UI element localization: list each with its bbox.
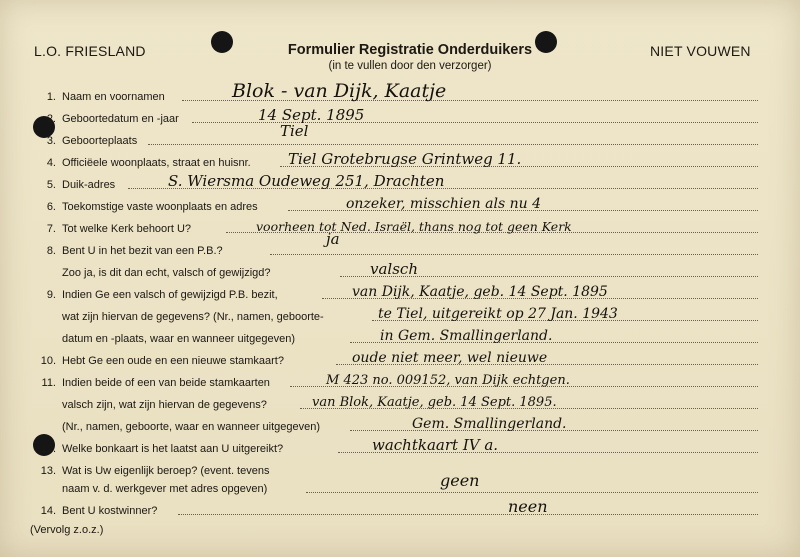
handwritten-answer: wachtkaart IV a. [372,436,499,454]
form-title: Formulier Registratie Onderduikers [287,42,533,58]
header-right: NIET VOUWEN [650,43,751,59]
form-row [0,194,800,216]
row-label: Indien Ge een valsch of gewijzigd P.B. bezit, [62,289,278,301]
handwritten-answer: 14 Sept. 1895 [258,106,365,124]
row-label: valsch zijn, wat zijn hiervan de gegevens? [62,399,267,411]
row-number: 13. [40,465,56,477]
handwritten-answer: neen [508,497,548,516]
handwritten-answer: valsch [370,260,418,278]
handwritten-answer: te Tiel, uitgereikt op 27 Jan. 1943 [378,306,618,322]
form-row [0,80,800,106]
form-row [0,348,800,370]
handwritten-answer: M 423 no. 009152, van Dijk echtgen. [326,373,570,388]
row-number: 7. [46,223,56,235]
header-left: L.O. FRIESLAND [34,43,146,59]
footer-note: (Vervolg z.o.z.) [30,524,104,536]
row-number: 4. [46,157,56,169]
row-label: Zoo ja, is dit dan echt, valsch of gewijzigd? [62,267,271,279]
handwritten-answer: van Blok, Kaatje, geb. 14 Sept. 1895. [312,395,557,410]
row-number: 8. [46,245,56,257]
handwritten-answer: onzeker, misschien als nu 4 [346,196,541,212]
handwritten-answer: in Gem. Smallingerland. [380,328,553,344]
row-number: 5. [46,179,56,191]
row-label: wat zijn hiervan de gegevens? (Nr., namen, geboorte- [62,311,324,323]
answer-line [148,144,758,145]
form-row [0,260,800,282]
handwritten-answer: Gem. Smallingerland. [412,416,567,432]
form-row [0,282,800,304]
form-row [0,304,800,326]
row-label: Geboorteplaats [62,135,138,147]
row-number: 1. [46,91,56,103]
row-label: Tot welke Kerk behoort U? [62,223,192,235]
row-label: Welke bonkaart is het laatst aan U uitgereikt? [62,443,284,455]
row-number: 14. [40,505,56,517]
row-number: 3. [46,135,56,147]
row-label: (Nr., namen, geboorte, waar en wanneer uitgegeven) [62,421,321,433]
form-row [0,230,800,260]
row-label: Naam en voornamen [62,91,165,103]
handwritten-answer: van Dijk, Kaatje, geb. 14 Sept. 1895 [352,284,608,300]
row-number: 12. [40,443,56,455]
answer-line [306,492,758,493]
form-row [0,106,800,128]
row-label: Officiëele woonplaats, straat en huisnr. [62,157,251,169]
form-row [0,216,800,238]
row-number: 6. [46,201,56,213]
handwritten-answer: ja [326,230,340,248]
answer-line [178,514,758,515]
row-label: Duik-adres [62,179,116,191]
row-label: Bent U in het bezit van een P.B.? [62,245,223,257]
row-label: datum en -plaats, waar en wanneer uitgegeven) [62,333,295,345]
row-label: Toekomstige vaste woonplaats en adres [62,201,258,213]
handwritten-answer: Blok - van Dijk, Kaatje [232,80,447,102]
row-label: Geboortedatum en -jaar [62,113,179,125]
form-row [0,436,800,458]
handwritten-answer: voorheen tot Ned. Israël, thans nog tot geen Kerk [256,219,572,234]
handwritten-answer: geen [440,471,480,490]
form-row [0,392,800,414]
row-label: Indien beide of een van beide stamkaarten [62,377,270,389]
handwritten-answer: Tiel Grotebrugse Grintweg 11. [288,150,522,168]
row-number: 2. [46,113,56,125]
form-row [0,172,800,194]
answer-line [270,254,758,255]
form-row [0,122,800,150]
row-label: naam v. d. werkgever met adres opgeven) [62,483,268,495]
punch-hole-top-left [211,31,233,53]
form-row [0,370,800,392]
handwritten-answer: oude niet meer, wel nieuwe [352,350,548,366]
row-number: 9. [46,289,56,301]
form-subtitle: (in te vullen door den verzorger) [328,60,492,72]
form-row [0,326,800,348]
row-label: Hebt Ge een oude en een nieuwe stamkaart? [62,355,284,367]
row-number: 11. [41,377,56,389]
row-number: 10. [40,355,56,367]
form-row [0,150,800,172]
handwritten-answer: S. Wiersma Oudeweg 251, Drachten [168,172,445,190]
form-row [0,498,800,520]
row-label: Bent U kostwinner? [62,505,158,517]
handwritten-answer: Tiel [280,122,309,140]
form-row [0,414,800,436]
row-label: Wat is Uw eigenlijk beroep? (event. tevens [62,465,270,477]
